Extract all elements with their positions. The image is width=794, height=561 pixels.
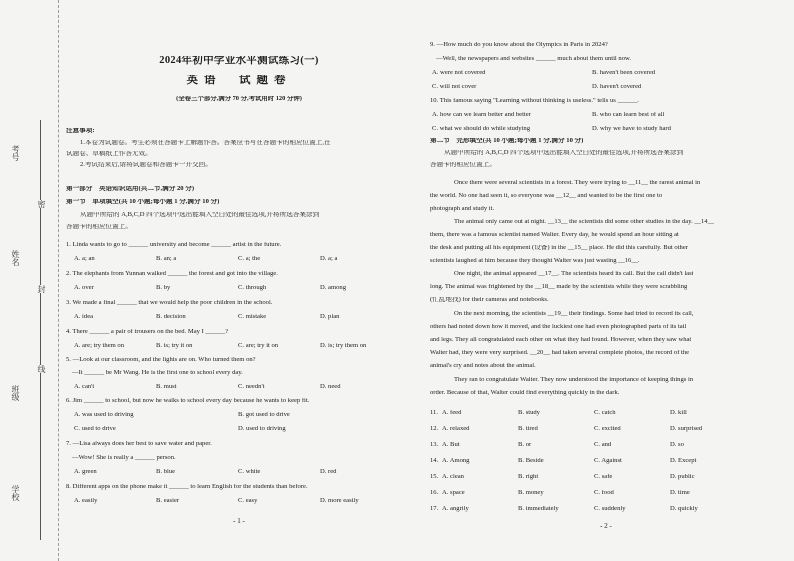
q5-option-a[interactable]: A. can't — [74, 384, 95, 390]
page-1 — [64, 0, 414, 561]
question-10-stem: 10. This famous saying "Learning without thinking is useless." tells us ______. — [430, 98, 639, 104]
question-7-extra: —Wow! She is really a ______ person. — [72, 455, 176, 461]
class-label: 班级 — [11, 385, 20, 401]
cloze-number: 12. — [430, 426, 439, 432]
q1-option-a[interactable]: A. a; an — [74, 256, 95, 262]
q8-option-d[interactable]: D. more easily — [320, 498, 359, 504]
passage-line: (忙乱地找) for their cameras and notebooks. — [430, 297, 549, 303]
school-label: 学校 — [11, 485, 20, 501]
exam-info: (全卷三个部分,满分 70 分,考试用时 120 分钟) — [176, 96, 302, 102]
passage-line: order. Because of that, Walter could find everything quickly in the dark. — [430, 390, 620, 396]
passage-line: and legs. They all congratulated each other on what they had found. However, when they saw what — [430, 337, 692, 343]
q4-option-a[interactable]: A. are; try them on — [74, 343, 124, 349]
q5-option-b[interactable]: B. must — [156, 384, 177, 390]
cloze-12-option-c[interactable]: C. excited — [594, 426, 621, 432]
cloze-number: 11. — [430, 410, 438, 416]
q3-option-c[interactable]: C. mistake — [238, 314, 267, 320]
cloze-13-option-b[interactable]: B. or — [518, 442, 532, 448]
section2-heading: 第二节 完形填空(共 10 小题;每小题 1 分,满分 10 分) — [430, 138, 584, 144]
passage-line: Once there were several scientists in a forest. They were trying to __11__ the rarest animal in — [454, 180, 701, 186]
notice-2: 2.考试结束后,请将试题卷和答题卡一并交回。 — [80, 162, 212, 168]
question-2-options — [64, 285, 414, 294]
question-6-options-row2 — [64, 426, 414, 435]
cloze-17-option-d[interactable]: D. quickly — [670, 506, 698, 512]
cloze-number: 17. — [430, 506, 439, 512]
exam-title: 2024年初中学业水平测试练习(一) — [159, 56, 319, 66]
q9-option-c[interactable]: C. will not cover — [432, 84, 477, 90]
q1-option-c[interactable]: C. a; the — [238, 256, 261, 262]
q6-option-c[interactable]: C. used to drive — [74, 426, 116, 432]
cloze-row — [428, 474, 784, 483]
exam-subtitle: 英语 试题卷 — [186, 75, 292, 86]
q3-option-a[interactable]: A. idea — [74, 314, 94, 320]
cloze-17-option-a[interactable]: A. angrily — [442, 506, 469, 512]
q9-option-a[interactable]: A. were not covered — [432, 70, 486, 76]
question-9-options-row2 — [428, 84, 784, 93]
q8-option-a[interactable]: A. easily — [74, 498, 98, 504]
page-2 — [428, 0, 784, 561]
cloze-11-option-c[interactable]: C. catch — [594, 410, 616, 416]
question-8-options — [64, 498, 414, 507]
q9-option-d[interactable]: D. haven't covered — [592, 84, 642, 90]
q2-option-a[interactable]: A. over — [74, 285, 94, 291]
cloze-row — [428, 490, 784, 499]
q1-option-d[interactable]: D. a; a — [320, 256, 338, 262]
q2-option-d[interactable]: D. among — [320, 285, 347, 291]
question-5-extra: —It ______ be Mr Wang. He is the first one to school every day. — [72, 370, 243, 376]
xian-label: 线 — [37, 365, 46, 373]
q6-option-d[interactable]: D. used to driving — [238, 426, 286, 432]
cloze-number: 15. — [430, 474, 439, 480]
q4-option-b[interactable]: B. is; try it on — [156, 343, 193, 349]
cloze-12-option-b[interactable]: B. tired — [518, 426, 538, 432]
question-3-stem: 3. We made a final ______ that we would help the poor children in the school. — [66, 300, 273, 306]
question-10-options-row1 — [428, 112, 784, 121]
question-5-options — [64, 384, 414, 393]
cloze-16-option-b[interactable]: B. money — [518, 490, 544, 496]
cloze-14-option-c[interactable]: C. Against — [594, 458, 622, 464]
q5-option-c[interactable]: C. needn't — [238, 384, 265, 390]
question-5-stem: 5. —Look at our classroom, and the lights are on. Who turned them on? — [66, 357, 256, 363]
name-label: 姓名 — [11, 250, 20, 266]
cloze-15-option-a[interactable]: A. clean — [442, 474, 464, 480]
question-10-options-row2 — [428, 126, 784, 135]
passage-line: the world. No one had seen it, so everyone was __12__ and wanted to be the first one to — [430, 193, 663, 199]
passage-line: They ran to congratulate Walter. They now understood the importance of keeping things in — [454, 377, 694, 383]
feng-label: 封 — [37, 285, 46, 293]
cloze-row — [428, 410, 784, 419]
cloze-16-option-d[interactable]: D. time — [670, 490, 690, 496]
q7-option-c[interactable]: C. white — [238, 469, 261, 475]
part1-heading: 第一部分 英语知识运用(共二节,满分 20 分) — [66, 186, 195, 192]
passage-line: scientists laughed at him because they thought Walter was just wasting __16__. — [430, 258, 640, 264]
cloze-row — [428, 426, 784, 435]
q2-option-c[interactable]: C. through — [238, 285, 267, 291]
cloze-11-option-b[interactable]: B. study — [518, 410, 540, 416]
q9-option-b[interactable]: B. haven't been covered — [592, 70, 656, 76]
cloze-row — [428, 458, 784, 467]
cloze-11-option-a[interactable]: A. feed — [442, 410, 462, 416]
passage-line: others had noted down how it moved, and the luckiest one had even photographed parts of its tail — [430, 324, 687, 330]
cloze-number: 14. — [430, 458, 439, 464]
q5-option-d[interactable]: D. need — [320, 384, 341, 390]
passage-line: the desk and putting all his equipment (设备) in the __15__ place. He did this carefully. But other — [430, 245, 688, 251]
cloze-14-option-a[interactable]: A. Among — [442, 458, 470, 464]
question-1-options — [64, 256, 414, 265]
q4-option-c[interactable]: C. are; try it on — [238, 343, 279, 349]
q7-option-d[interactable]: D. red — [320, 469, 337, 475]
question-6-options-row1 — [64, 412, 414, 421]
cloze-12-option-a[interactable]: A. relaxed — [442, 426, 470, 432]
binding-line — [40, 120, 41, 540]
cloze-row — [428, 506, 784, 515]
cloze-16-option-c[interactable]: C. food — [594, 490, 614, 496]
kaohao-label: 考号 — [11, 145, 20, 161]
q10-option-d[interactable]: D. why we have to study hard — [592, 126, 671, 132]
q10-option-b[interactable]: B. who can learn best of all — [592, 112, 665, 118]
passage-line: Walter had, they were very surprised. __20__ had taken several complete photos, the record of the — [430, 350, 690, 356]
question-6-stem: 6. Jim ______ to school, but now he walks to school every day because he wants to keep fit. — [66, 398, 310, 404]
passage-line: The animal only came out at night. __13__ the scientists did some other studies in the day. __14__ — [454, 219, 715, 225]
q6-option-a[interactable]: A. was used to driving — [74, 412, 134, 418]
question-4-options — [64, 343, 414, 352]
notice-heading: 注意事项: — [66, 128, 95, 134]
question-1-stem: 1. Linda wants to go to ______ university and become ______ artist in the future. — [66, 242, 282, 248]
notice-1a: 1.本卷为试题卷。考生必须在答题卡上解题作答。答案应书写在答题卡的相应位置上,在 — [80, 140, 331, 146]
section2-instr-a: 从题中所给的 A,B,C,D 四个选项中选出能填入空白处的最佳选项,并将所选答案涂到 — [444, 150, 684, 156]
q6-option-b[interactable]: B. got used to drive — [238, 412, 290, 418]
cloze-row — [428, 442, 784, 451]
q1-option-b[interactable]: B. an; a — [156, 256, 177, 262]
section2-instr-b: 答题卡的相应位置上。 — [430, 162, 496, 168]
q7-option-a[interactable]: A. green — [74, 469, 97, 475]
passage-line: On the next morning, the scientists __19__ their findings. Some had tried to record its call, — [454, 311, 694, 317]
page-number-1: - 1 - — [233, 518, 245, 525]
question-7-options — [64, 469, 414, 478]
cloze-13-option-c[interactable]: C. and — [594, 442, 612, 448]
cloze-14-option-d[interactable]: D. Except — [670, 458, 697, 464]
cloze-15-option-b[interactable]: B. right — [518, 474, 539, 480]
q3-option-b[interactable]: B. decision — [156, 314, 186, 320]
section1-heading: 第一节 单项填空(共 10 小题;每小题 1 分,满分 10 分) — [66, 199, 220, 205]
cloze-13-option-d[interactable]: D. so — [670, 442, 684, 448]
cloze-number: 16. — [430, 490, 439, 496]
q2-option-b[interactable]: B. by — [156, 285, 171, 291]
q8-option-c[interactable]: C. easy — [238, 498, 258, 504]
question-7-stem: 7. —Lisa always does her best to save water and paper. — [66, 441, 212, 447]
passage-line: One night, the animal appeared __17__. The scientists heard its call. But the call didn't last — [454, 271, 694, 277]
cloze-14-option-b[interactable]: B. Beside — [518, 458, 544, 464]
question-4-stem: 4. There ______ a pair of trousers on the bed. May I ______? — [66, 329, 229, 335]
notice-1b: 试题卷、草稿纸上作答无效。 — [66, 151, 152, 157]
question-9-options-row1 — [428, 70, 784, 79]
question-3-options — [64, 314, 414, 323]
passage-line: long. The animal was frightened by the __18__ made by the scientists while they were scrabbling — [430, 284, 688, 290]
mi-label: 密 — [37, 200, 46, 208]
question-8-stem: 8. Different apps on the phone make it ______ to learn English for the students than before. — [66, 484, 308, 490]
q4-option-d[interactable]: D. is; try them on — [320, 343, 367, 349]
passage-line: them, there was a famous scientist named Walter. Every day, he would spend an hour sitting at — [430, 232, 679, 238]
cloze-15-option-c[interactable]: C. safe — [594, 474, 613, 480]
cloze-12-option-d[interactable]: D. surprised — [670, 426, 703, 432]
cloze-17-option-c[interactable]: C. suddenly — [594, 506, 626, 512]
q3-option-d[interactable]: D. plan — [320, 314, 340, 320]
passage-line: animal's cry and notes about the animal. — [430, 363, 536, 369]
q8-option-b[interactable]: B. easier — [156, 498, 180, 504]
section1-instr-a: 从题中所给的 A,B,C,D 四个选项中选出能填入空白处的最佳选项,并将所选答案涂到 — [80, 212, 320, 218]
section1-instr-b: 答题卡的相应位置上。 — [66, 224, 132, 230]
binding-margin — [0, 0, 59, 561]
q7-option-b[interactable]: B. blue — [156, 469, 176, 475]
q10-option-c[interactable]: C. what we should do while studying — [432, 126, 530, 132]
cloze-17-option-b[interactable]: B. immediately — [518, 506, 559, 512]
cloze-number: 13. — [430, 442, 439, 448]
cloze-13-option-a[interactable]: A. But — [442, 442, 460, 448]
passage-line: photograph and study it. — [430, 206, 495, 212]
question-2-stem: 2. The elephants from Yunnan walked ______ the forest and got into the village. — [66, 271, 278, 277]
cloze-16-option-a[interactable]: A. space — [442, 490, 465, 496]
q10-option-a[interactable]: A. how can we learn better and better — [432, 112, 531, 118]
cloze-11-option-d[interactable]: D. kill — [670, 410, 687, 416]
question-9-extra: —Well, the newspapers and websites ______ much about them until now. — [436, 56, 631, 62]
page-number-2: - 2 - — [600, 523, 612, 530]
question-9-stem: 9. —How much do you know about the Olympics in Paris in 2024? — [430, 42, 608, 48]
cloze-15-option-d[interactable]: D. public — [670, 474, 695, 480]
